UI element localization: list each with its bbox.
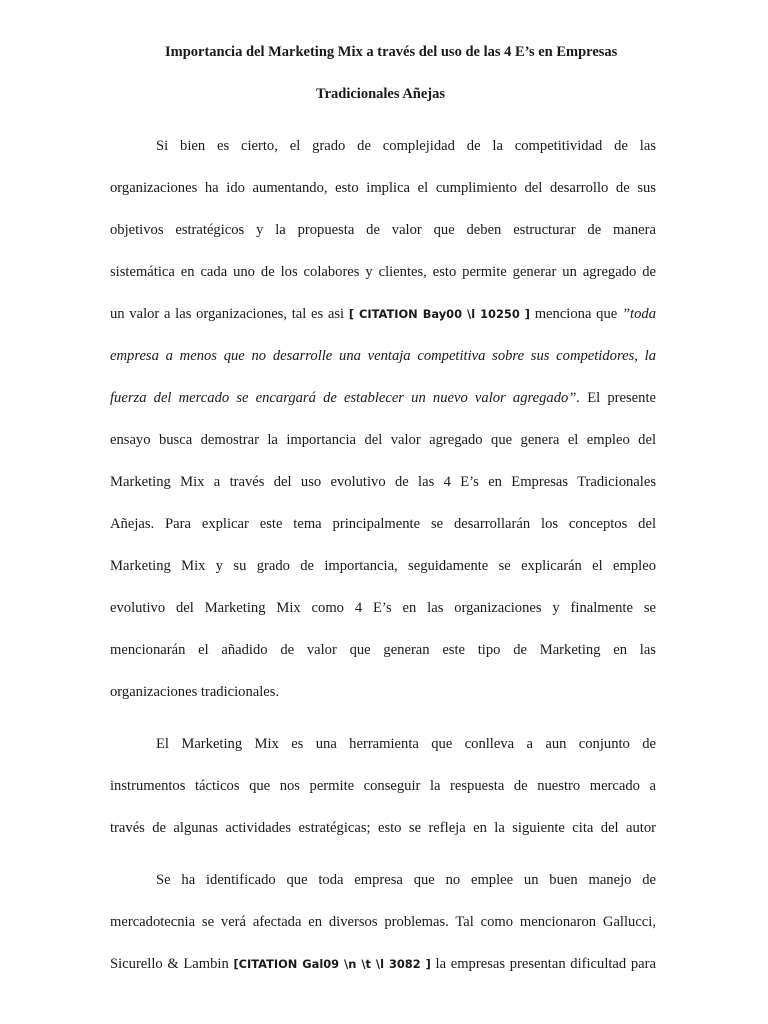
paragraph-1-line-11: Marketing Mix y su grado de importancia, seguidamente se explicarán el empleo xyxy=(110,558,656,574)
citation-field-bay00: [ CITATION Bay00 \l 10250 ] xyxy=(348,307,530,321)
paragraph-2-line-3: través de algunas actividades estratégicas; esto se refleja en la siguiente cita del autor xyxy=(110,820,656,836)
paragraph-3-line-3-end: la empresas presentan dificultad para xyxy=(435,956,656,972)
quote-start: ”toda xyxy=(621,306,656,322)
quote-end: fuerza del mercado se encargará de establecer un nuevo valor agregado”. xyxy=(110,390,581,406)
paragraph-3-line-1: Se ha identificado que toda empresa que no emplee un buen manejo de xyxy=(156,872,656,888)
paragraph-1-line-4: sistemática en cada uno de los colabores y clientes, esto permite generar un agregado de xyxy=(110,264,656,280)
paragraph-3-line-2: mercadotecnia se verá afectada en diversos problemas. Tal como mencionaron Gallucci, xyxy=(110,914,656,930)
paragraph-3-line-3 xyxy=(110,954,656,974)
paragraph-2-line-1: El Marketing Mix es una herramienta que conlleva a aun conjunto de xyxy=(156,736,656,752)
quote-continuation: empresa a menos que no desarrolle una ventaja competitiva sobre sus competidores, la xyxy=(110,348,656,364)
paragraph-1-line-5-text: un valor a las organizaciones, tal es asi xyxy=(110,306,345,322)
paragraph-1-line-8: ensayo busca demostrar la importancia del valor agregado que genera el empleo del xyxy=(110,432,656,448)
paragraph-1-line-14: organizaciones tradicionales. xyxy=(110,684,280,700)
paragraph-2-line-2: instrumentos tácticos que nos permite conseguir la respuesta de nuestro mercado a xyxy=(110,778,656,794)
paragraph-1-line-5-mid: menciona que xyxy=(534,306,618,322)
document-title-line-1: Importancia del Marketing Mix a través del uso de las 4 E’s en Empresas xyxy=(165,44,618,60)
paragraph-1-line-10: Añejas. Para explicar este tema principalmente se desarrollarán los conceptos del xyxy=(110,516,656,532)
paragraph-1-line-7 xyxy=(110,388,656,408)
paragraph-1-line-9: Marketing Mix a través del uso evolutivo de las 4 E’s en Empresas Tradicionales xyxy=(110,474,656,490)
document-title-line-2: Tradicionales Añejas xyxy=(316,86,446,102)
paragraph-3-line-3-text: Sicurello & Lambin xyxy=(110,956,229,972)
paragraph-1-line-6 xyxy=(110,346,656,366)
paragraph-1-line-2: organizaciones ha ido aumentando, esto implica el cumplimiento del desarrollo de sus xyxy=(110,180,656,196)
paragraph-1-line-3: objetivos estratégicos y la propuesta de valor que deben estructurar de manera xyxy=(110,222,656,238)
citation-field-gal09: [CITATION Gal09 \n \t \l 3082 ] xyxy=(233,957,431,971)
paragraph-1-line-13: mencionarán el añadido de valor que generan este tipo de Marketing en las xyxy=(110,642,656,658)
paragraph-1-line-1: Si bien es cierto, el grado de complejidad de la competitividad de las xyxy=(156,138,656,154)
paragraph-1-line-7-text: El presente xyxy=(587,390,656,406)
paragraph-1-line-12: evolutivo del Marketing Mix como 4 E’s en las organizaciones y finalmente se xyxy=(110,600,656,616)
paragraph-1-line-5 xyxy=(110,304,656,324)
